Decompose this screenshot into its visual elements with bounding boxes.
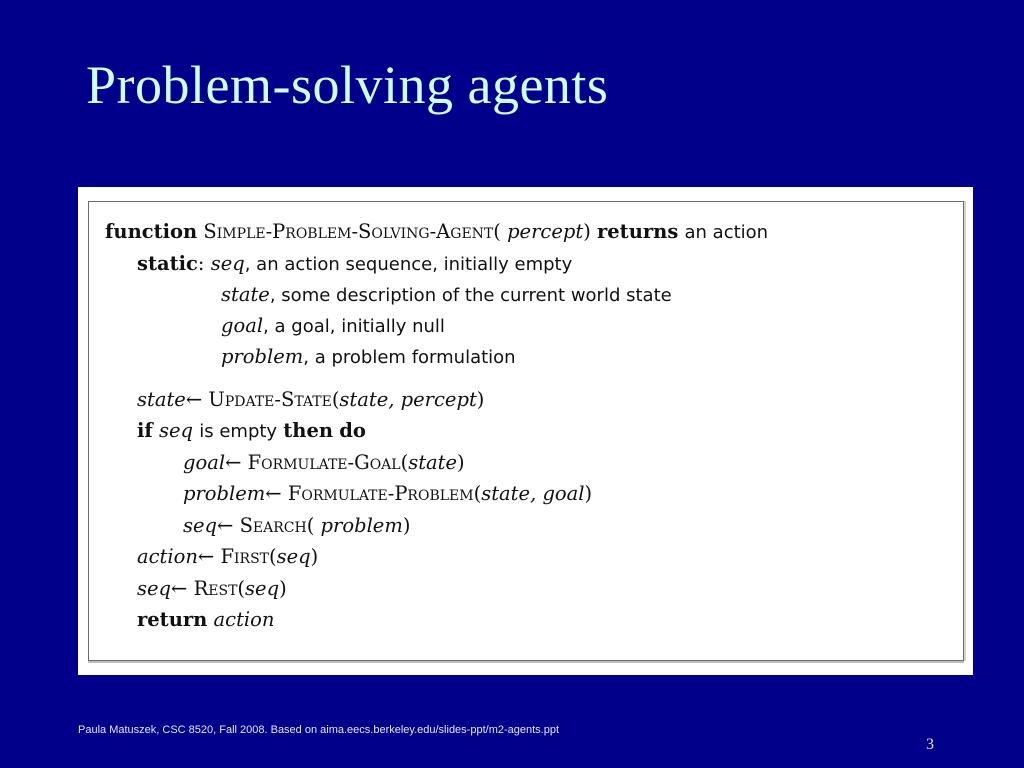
return-line: return action (137, 608, 275, 631)
search-line: seq← Search( problem) (183, 514, 411, 537)
keyword-static: static (137, 252, 198, 275)
static-line-state: state, some description of the current world state (221, 283, 672, 306)
static-line-seq: static: seq, an action sequence, initially empty (137, 252, 573, 275)
algorithm-frame (88, 201, 964, 661)
page-number: 3 (926, 736, 934, 753)
algorithm-panel (78, 187, 973, 675)
formulate-goal-line: goal← Formulate-Goal(state) (183, 451, 465, 474)
slide-title: Problem-solving agents (86, 55, 609, 115)
function-header-line: function Simple-Problem-Solving-Agent( percept) returns an action (105, 220, 769, 243)
rest-line: seq← Rest(seq) (137, 577, 287, 600)
function-name: Simple-Problem-Solving-Agent (203, 220, 494, 243)
returns-text: an action (684, 222, 769, 243)
formulate-problem-line: problem← Formulate-Problem(state, goal) (183, 482, 593, 505)
slide-footer: Paula Matuszek, CSC 8520, Fall 2008. Based on aima.eecs.berkeley.edu/slides-ppt/m2-agents.ppt (78, 724, 560, 736)
first-line: action← First(seq) (137, 545, 319, 568)
keyword-returns: returns (597, 220, 679, 243)
param-percept: percept (507, 220, 584, 243)
static-line-problem: problem, a problem formulation (221, 345, 516, 368)
keyword-function: function (105, 220, 198, 243)
update-state-line: state← Update-State(state, percept) (137, 388, 485, 411)
if-line: if seq is empty then do (137, 419, 366, 442)
static-line-goal: goal, a goal, initially null (221, 314, 445, 337)
